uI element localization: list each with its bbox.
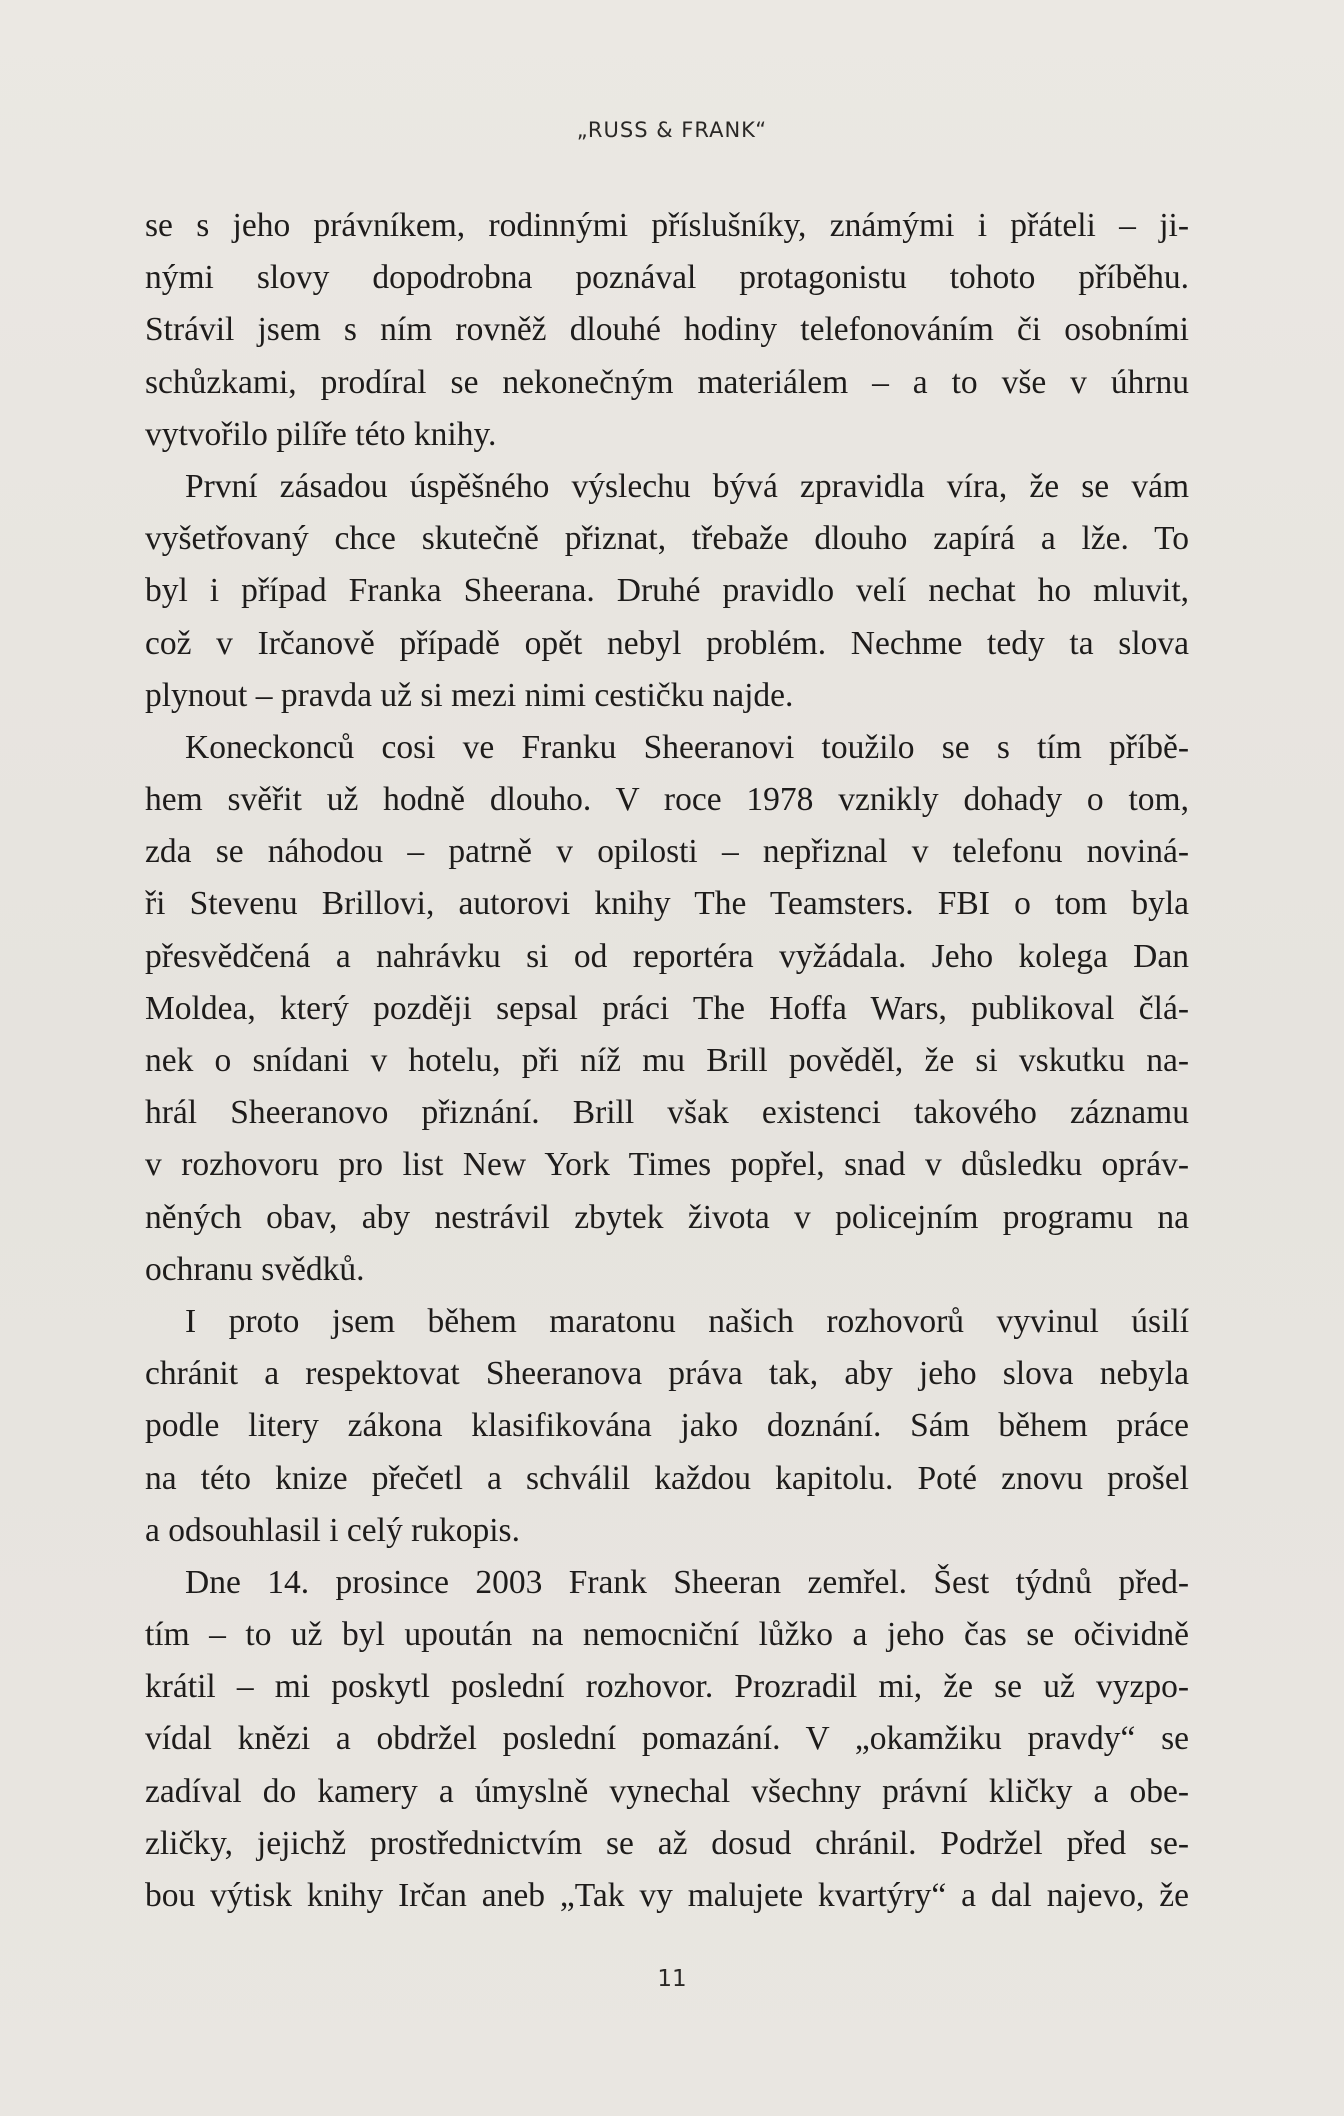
text-line: hem svěřit už hodně dlouho. V roce 1978 vznikly dohady o tom, [145, 781, 1189, 819]
text-line: hrál Sheeranovo přiznání. Brill však existenci takového záznamu [145, 1094, 1189, 1132]
text-line: vídal knězi a obdržel poslední pomazání. V „okamžiku pravdy“ se [145, 1720, 1189, 1758]
text-line: bou výtisk knihy Irčan aneb „Tak vy malujete kvartýry“ a dal najevo, že [145, 1877, 1189, 1914]
text-line: podle litery zákona klasifikována jako doznání. Sám během práce [145, 1407, 1189, 1445]
text-line: Koneckonců cosi ve Franku Sheeranovi toužilo se s tím příbě- [185, 728, 1189, 766]
text-line: zadíval do kamery a úmyslně vynechal všechny právní kličky a obe- [145, 1772, 1189, 1810]
text-line: plynout – pravda už si mezi nimi cestičku najde. [145, 676, 794, 714]
text-line: První zásadou úspěšného výslechu bývá zpravidla víra, že se vám [185, 467, 1189, 505]
text-line: vytvořilo pilíře této knihy. [145, 415, 497, 453]
text-line: se s jeho právníkem, rodinnými příslušníky, známými i přáteli – ji- [145, 207, 1189, 244]
text-line: krátil – mi poskytl poslední rozhovor. Prozradil mi, že se už vyzpo- [145, 1668, 1189, 1706]
text-line: přesvědčená a nahrávku si od reportéra vyžádala. Jeho kolega Dan [145, 937, 1189, 975]
text-line: vyšetřovaný chce skutečně přiznat, třebaže dlouho zapírá a lže. To [145, 520, 1189, 558]
text-line: v rozhovoru pro list New York Times popřel, snad v důsledku opráv- [145, 1146, 1189, 1184]
text-line: schůzkami, prodíral se nekonečným materiálem – a to vše v úhrnu [145, 363, 1189, 401]
text-line: zda se náhodou – patrně v opilosti – nepřiznal v telefonu noviná- [145, 833, 1189, 871]
text-line: na této knize přečetl a schválil každou kapitolu. Poté znovu prošel [145, 1459, 1189, 1497]
page-number: 11 [657, 1966, 687, 1992]
body-text [145, 200, 1189, 1922]
text-line: a odsouhlasil i celý rukopis. [145, 1511, 520, 1549]
text-line: Dne 14. prosince 2003 Frank Sheeran zemřel. Šest týdnů před- [185, 1563, 1189, 1601]
text-line: Strávil jsem s ním rovněž dlouhé hodiny telefonováním či osobními [145, 311, 1189, 349]
text-line: nými slovy dopodrobna poznával protagonistu tohoto příběhu. [145, 259, 1189, 297]
text-line: což v Irčanově případě opět nebyl problém. Nechme tedy ta slova [145, 624, 1189, 662]
text-line: nek o snídani v hotelu, při níž mu Brill pověděl, že si vskutku na- [145, 1042, 1189, 1079]
text-line: ochranu svědků. [145, 1250, 365, 1288]
text-line: Moldea, který později sepsal práci The Hoffa Wars, publikoval člá- [145, 989, 1189, 1027]
text-line: něných obav, aby nestrávil zbytek života v policejním programu na [145, 1198, 1189, 1236]
running-head: „RUSS & FRANK“ [576, 118, 768, 142]
text-line: tím – to už byl upoután na nemocniční lůžko a jeho čas se očividně [145, 1616, 1189, 1654]
text-line: ři Stevenu Brillovi, autorovi knihy The Teamsters. FBI o tom byla [145, 885, 1189, 923]
text-line: I proto jsem během maratonu našich rozhovorů vyvinul úsilí [185, 1302, 1189, 1340]
text-line: chránit a respektovat Sheeranova práva tak, aby jeho slova nebyla [145, 1355, 1189, 1393]
text-line: byl i případ Franka Sheerana. Druhé pravidlo velí nechat ho mluvit, [145, 572, 1189, 610]
text-line: zličky, jejichž prostřednictvím se až dosud chránil. Podržel před se- [145, 1824, 1189, 1862]
